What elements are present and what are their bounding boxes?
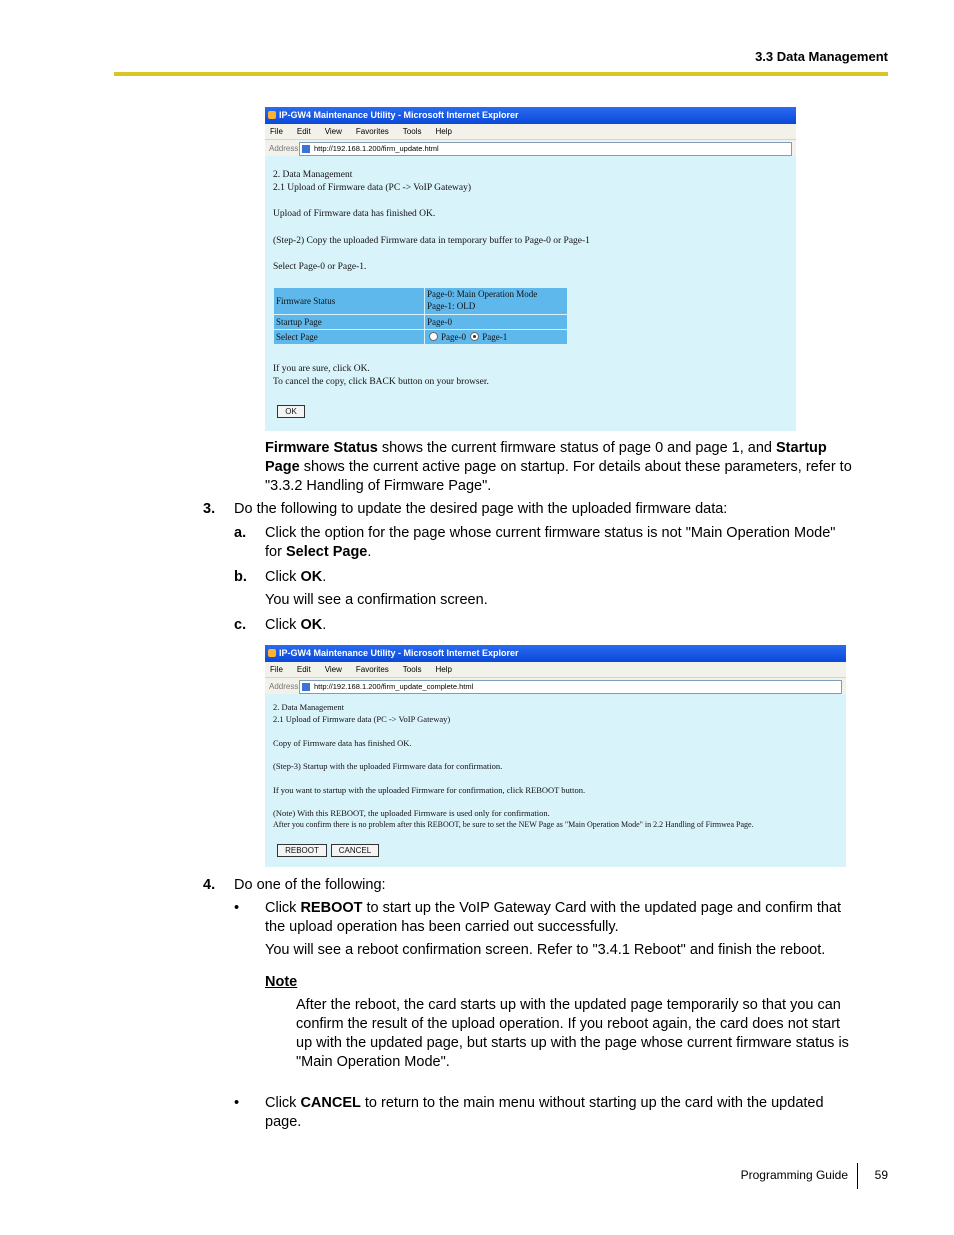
menu-edit: Edit (296, 127, 311, 136)
menu-help: Help (435, 665, 452, 674)
firmware-status-label: Firmware Status (274, 288, 424, 314)
page-number: 59 (874, 1168, 888, 1182)
content-line: Upload of Firmware data has finished OK. (273, 209, 436, 219)
address-url: http://192.168.1.200/firm_update.html (299, 142, 792, 156)
menu-view: View (324, 665, 342, 674)
address-url: http://192.168.1.200/firm_update_complete.html (299, 680, 842, 694)
footer-guide-label: Programming Guide (740, 1168, 848, 1182)
bullet: • (234, 1095, 240, 1111)
content-line: Select Page-0 or Page-1. (273, 262, 367, 272)
content-line: 2. Data Management (273, 702, 345, 712)
header-rule (114, 72, 888, 76)
step-4-number: 4. (203, 877, 216, 893)
screenshot-firmware-update-complete (265, 645, 846, 867)
reboot-option-subtext: You will see a reboot confirmation screen. Refer to "3.4.1 Reboot" and finish the reboot. (265, 942, 826, 958)
ie-icon (268, 111, 276, 119)
firmware-status-description: Firmware Status shows the current firmware status of page 0 and page 1, and Startup Page shows the current active page on startup. For details about these parameters, refer to "3.3.2 Handling of Firmware Page". (265, 440, 852, 494)
step-3c-text: Click OK. (265, 617, 327, 633)
step-3c-marker: c. (234, 617, 247, 633)
window-title-bar: IP-GW4 Maintenance Utility - Microsoft Internet Explorer (265, 107, 796, 124)
note-title: Note (265, 974, 298, 990)
cancel-option-text: Click CANCEL to return to the main menu without starting up the card with the updated page. (265, 1095, 824, 1130)
radio-page-0[interactable] (429, 332, 438, 341)
menu-favorites: Favorites (355, 127, 389, 136)
menu-bar (265, 662, 846, 678)
screenshot-firmware-update (265, 107, 796, 431)
step-3a-marker: a. (234, 525, 247, 541)
cancel-button[interactable]: CANCEL (331, 844, 379, 857)
startup-page-value: Page-0 (425, 315, 567, 329)
content-line: 2.1 Upload of Firmware data (PC -> VoIP Gateway) (273, 183, 472, 193)
menu-file: File (270, 665, 283, 674)
content-line: 2. Data Management (273, 170, 353, 180)
firmware-status-value: Page-0: Main Operation Mode Page-1: OLD (425, 288, 567, 314)
content-line: (Step-2) Copy the uploaded Firmware data in temporary buffer to Page-0 or Page-1 (273, 236, 590, 246)
content-line: To cancel the copy, click BACK button on your browser. (273, 377, 489, 387)
menu-favorites: Favorites (355, 665, 389, 674)
content-line: (Note) With this REBOOT, the uploaded Firmware is used only for confirmation. (273, 808, 550, 818)
bullet: • (234, 900, 240, 916)
page-content (265, 156, 796, 431)
address-label: Address (269, 144, 299, 153)
firmware-table (273, 287, 568, 345)
step-3b-subtext: You will see a confirmation screen. (265, 592, 488, 608)
step-3-number: 3. (203, 501, 216, 517)
menu-tools: Tools (402, 127, 422, 136)
menu-view: View (324, 127, 342, 136)
note-body: After the reboot, the card starts up with the updated page temporarily so that you can confirm the result of the upload operation. If you reboot again, the card does not start up with the updated page, but starts up with the page whose current firmware status is "Main Operation Mode". (296, 997, 849, 1070)
footer-divider (857, 1163, 858, 1189)
reboot-button[interactable]: REBOOT (277, 844, 327, 857)
menu-file: File (270, 127, 283, 136)
step-3a-text: Click the option for the page whose current firmware status is not "Main Operation Mode" for Select Page. (265, 525, 836, 560)
page-content (265, 694, 846, 867)
ie-icon (268, 649, 276, 657)
window-title-bar: IP-GW4 Maintenance Utility - Microsoft Internet Explorer (265, 645, 846, 662)
address-label: Address (269, 682, 299, 691)
content-line: If you are sure, click OK. (273, 364, 370, 374)
radio-page-1[interactable] (470, 332, 479, 341)
ok-button[interactable]: OK (277, 405, 305, 418)
select-page-options: Page-0 Page-1 (425, 330, 567, 344)
select-page-label: Select Page (274, 330, 424, 344)
reboot-option-text: Click REBOOT to start up the VoIP Gateway Card with the updated page and confirm that the upload operation has been carried out successfully. (265, 900, 842, 935)
menu-tools: Tools (402, 665, 422, 674)
content-line: After you confirm there is no problem after this REBOOT, be sure to set the NEW Page as "Main Operation Mode" in 2.2 Handling of Firmwea Page. (273, 820, 754, 829)
startup-page-label: Startup Page (274, 315, 424, 329)
step-3b-text: Click OK. (265, 569, 327, 585)
section-header: 3.3 Data Management (755, 49, 888, 64)
content-line: Copy of Firmware data has finished OK. (273, 738, 412, 748)
step-3-text: Do the following to update the desired page with the uploaded firmware data: (234, 501, 728, 517)
content-line: If you want to startup with the uploaded Firmware for confirmation, click REBOOT button. (273, 785, 586, 795)
menu-edit: Edit (296, 665, 311, 674)
step-4-text: Do one of the following: (234, 877, 386, 893)
menu-bar (265, 124, 796, 140)
content-line: 2.1 Upload of Firmware data (PC -> VoIP Gateway) (273, 714, 451, 724)
menu-help: Help (435, 127, 452, 136)
content-line: (Step-3) Startup with the uploaded Firmware data for confirmation. (273, 761, 503, 771)
step-3b-marker: b. (234, 569, 247, 585)
